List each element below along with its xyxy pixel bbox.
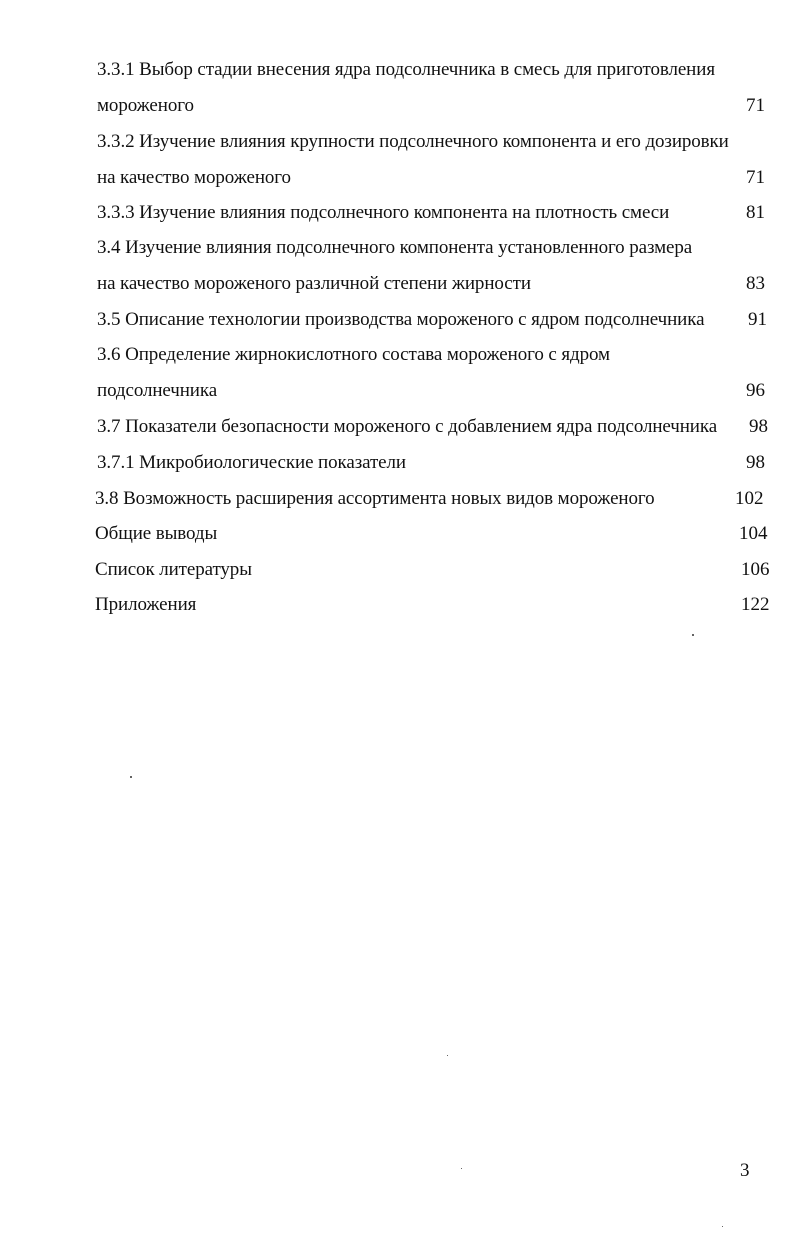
toc-page-number: 98 [749,416,768,437]
toc-entry-text: на качество мороженого различной степени жирности [97,273,531,294]
toc-entry-text: подсолнечника [97,380,218,401]
toc-entry-text: Приложения [95,594,197,615]
toc-page-number: 71 [746,167,765,188]
toc-entry-text: 3.3.1 Выбор стадии внесения ядра подсолнечника в смесь для приготовления [97,59,715,80]
toc-entry-text: Список литературы [95,559,252,580]
scan-speck [722,1226,723,1227]
toc-entry-text: 3.3.3 Изучение влияния подсолнечного компонента на плотность смеси [97,202,670,223]
toc-entry-text: 3.6 Определение жирнокислотного состава мороженого с ядром [97,344,610,365]
toc-page-number: 106 [741,559,770,580]
toc-entry-text: 3.3.2 Изучение влияния крупности подсолнечного компонента и его дозировки [97,131,729,152]
toc-page-number: 81 [746,202,765,223]
toc-entry-text: 3.7.1 Микробиологические показатели [97,452,406,473]
toc-entry-text: 3.7 Показатели безопасности мороженого с добавлением ядра подсолнечника [97,416,718,437]
toc-entry-text: на качество мороженого [97,167,291,188]
scan-speck [461,1168,462,1169]
toc-page-number: 122 [741,594,770,615]
toc-page-number: 71 [746,95,765,116]
toc-page-number: 91 [748,309,767,330]
toc-page-number: 98 [746,452,765,473]
toc-entry-text: 3.4 Изучение влияния подсолнечного компонента установленного размера [97,237,693,258]
toc-page-number: 96 [746,380,765,401]
scan-speck [447,1055,448,1056]
toc-entry-text: 3.8 Возможность расширения ассортимента новых видов мороженого [95,488,655,509]
scan-speck [692,634,694,636]
toc-page-number: 83 [746,273,765,294]
page-number: 3 [740,1160,750,1181]
toc-entry-text: 3.5 Описание технологии производства мороженого с ядром подсолнечника [97,309,705,330]
toc-entry-text: мороженого [97,95,194,116]
toc-page-number: 102 [735,488,764,509]
toc-page-number: 104 [739,523,768,544]
scan-speck [130,776,132,778]
toc-entry-text: Общие выводы [95,523,218,544]
